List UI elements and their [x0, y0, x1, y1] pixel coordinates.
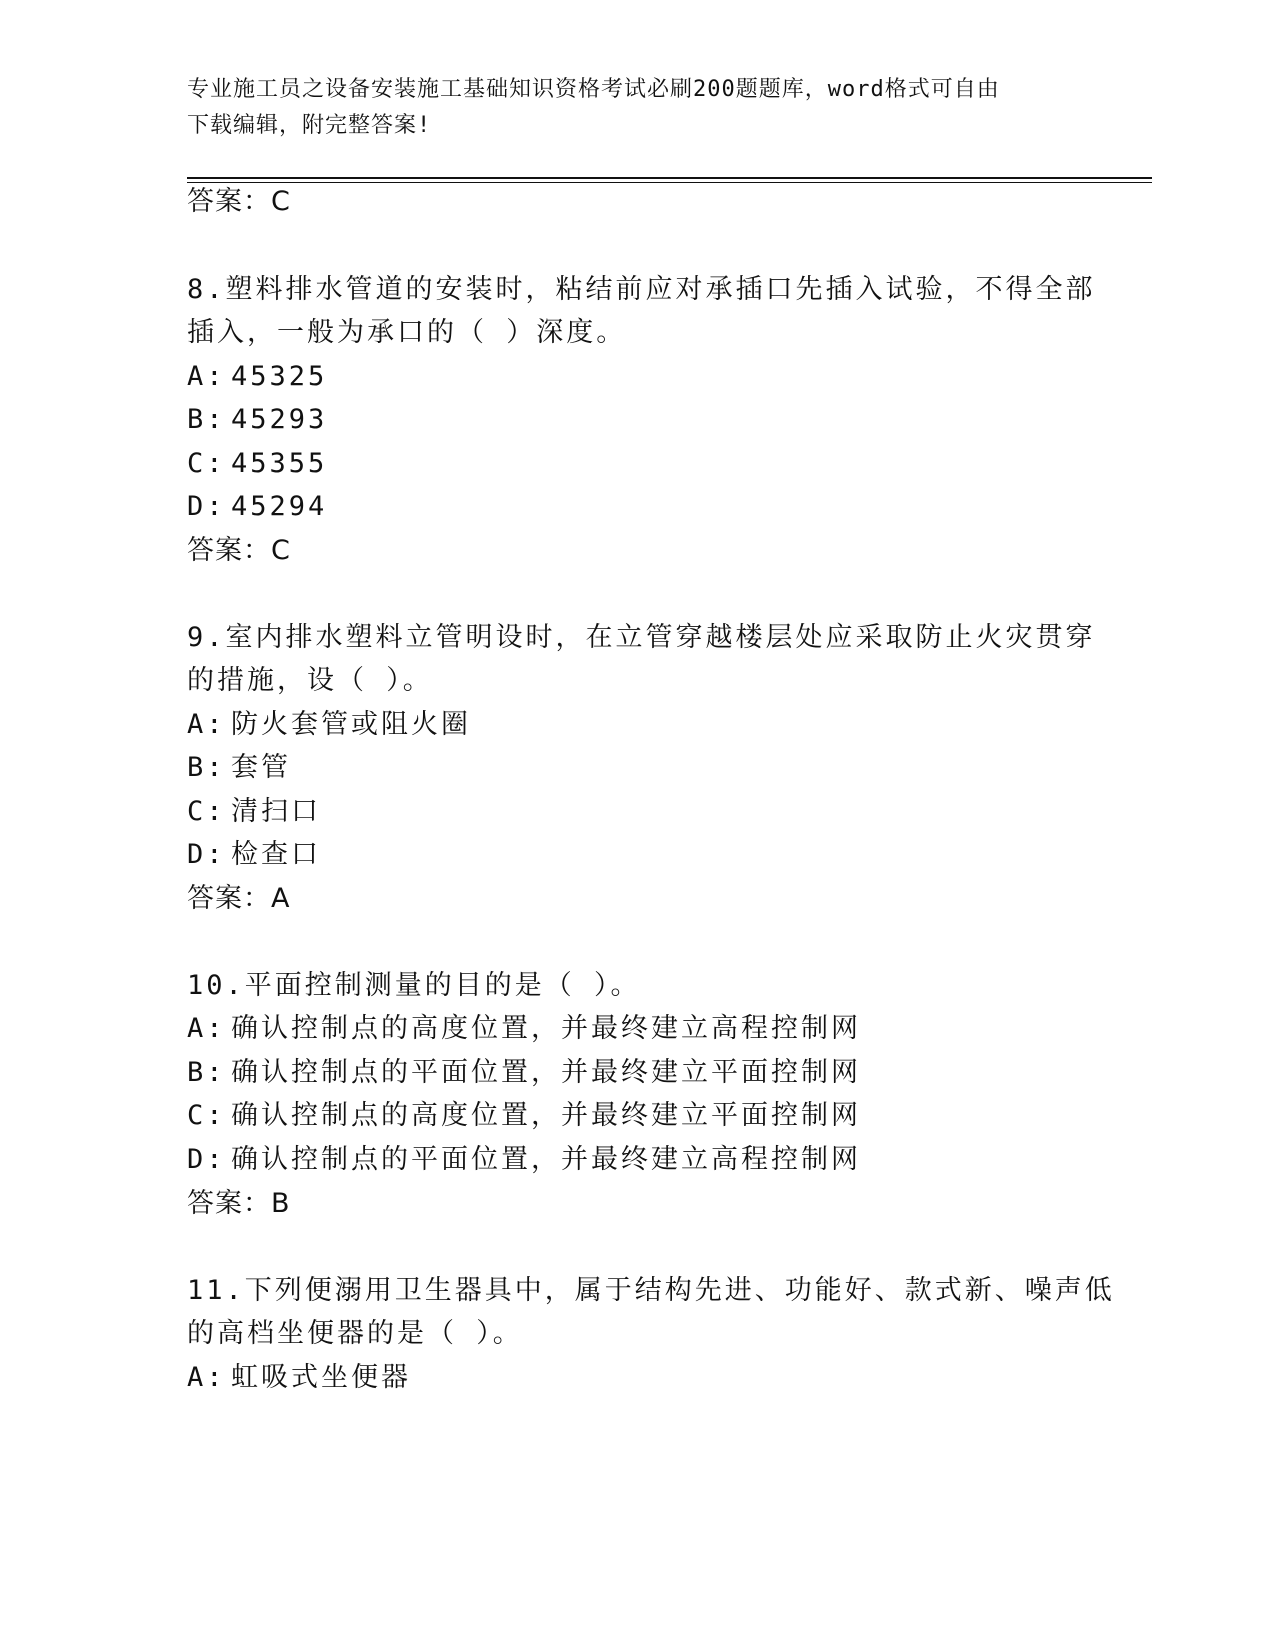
question-9-answer [187, 883, 290, 915]
question-10-option-c [187, 1100, 861, 1132]
answer-value: B [271, 1188, 291, 1219]
option-label: C: [187, 796, 226, 827]
question-number: 8. [187, 274, 226, 305]
question-11-stem-line-2: 的高档坐便器的是（ ）。 [187, 1318, 523, 1349]
answer-value: A [271, 883, 291, 914]
question-10-option-b [187, 1057, 861, 1089]
option-label: C: [187, 1100, 226, 1131]
option-label: C: [187, 448, 226, 479]
question-stem: 下列便溺用卫生器具中，属于结构先进、功能好、款式新、噪声低 [244, 1275, 1115, 1306]
question-10-stem-line-1 [187, 970, 641, 1002]
header-divider-thick [187, 177, 1152, 179]
question-stem: 室内排水塑料立管明设时，在立管穿越楼层处应采取防止火灾贯穿 [225, 622, 1096, 653]
option-text: 确认控制点的平面位置，并最终建立平面控制网 [231, 1057, 861, 1088]
question-stem: 塑料排水管道的安装时，粘结前应对承插口先插入试验，不得全部 [225, 274, 1096, 305]
answer-line [187, 186, 291, 218]
question-10-option-a [187, 1013, 861, 1045]
question-8-option-d [187, 491, 327, 523]
question-8-option-a [187, 361, 327, 393]
answer-prefix: 答案： [187, 535, 271, 566]
document-header [187, 72, 1087, 144]
question-number: 11. [187, 1275, 245, 1306]
header-divider-thin [187, 182, 1152, 183]
question-number: 9. [187, 622, 226, 653]
option-text: 45325 [231, 361, 328, 392]
question-9-stem-line-2: 的措施，设（ ）。 [187, 665, 433, 696]
option-text: 检查口 [231, 839, 321, 870]
option-label: A: [187, 361, 226, 392]
question-9-option-a [187, 709, 471, 741]
option-text: 确认控制点的高度位置，并最终建立平面控制网 [231, 1100, 861, 1131]
option-text: 确认控制点的高度位置，并最终建立高程控制网 [231, 1013, 861, 1044]
option-label: D: [187, 491, 226, 522]
answer-prefix: 答案： [187, 1188, 271, 1219]
option-label: B: [187, 1057, 226, 1088]
answer-prefix: 答案： [187, 883, 271, 914]
option-text: 清扫口 [231, 796, 321, 827]
question-11-option-a [187, 1362, 411, 1394]
option-label: D: [187, 839, 226, 870]
option-text: 45293 [231, 404, 328, 435]
question-stem: 平面控制测量的目的是（ ）。 [244, 970, 641, 1001]
answer-prefix: 答案： [187, 186, 271, 217]
option-label: D: [187, 1144, 226, 1175]
option-label: B: [187, 752, 226, 783]
question-10-answer [187, 1188, 291, 1220]
option-text: 45355 [231, 448, 328, 479]
question-8-stem-line-2: 插入，一般为承口的（ ）深度。 [187, 317, 627, 348]
answer-value: C [271, 535, 291, 566]
question-8-stem-line-1 [187, 274, 1096, 306]
question-9-option-b [187, 752, 291, 784]
option-label: A: [187, 709, 226, 740]
option-label: A: [187, 1362, 226, 1393]
question-11-stem-line-1 [187, 1275, 1115, 1307]
answer-value: C [271, 186, 291, 217]
header-line-2: 下载编辑，附完整答案! [187, 113, 432, 138]
question-9-option-c [187, 796, 321, 828]
option-text: 45294 [231, 491, 328, 522]
question-8-option-c [187, 448, 327, 480]
option-label: B: [187, 404, 226, 435]
header-line-1: 专业施工员之设备安装施工基础知识资格考试必刷200题题库，word格式可自由 [187, 77, 1000, 102]
option-text: 虹吸式坐便器 [231, 1362, 411, 1393]
option-text: 确认控制点的平面位置，并最终建立高程控制网 [231, 1144, 861, 1175]
question-9-option-d [187, 839, 321, 871]
question-10-option-d [187, 1144, 861, 1176]
question-9-stem-line-1 [187, 622, 1096, 654]
question-8-option-b [187, 404, 327, 436]
option-label: A: [187, 1013, 226, 1044]
option-text: 套管 [231, 752, 291, 783]
question-number: 10. [187, 970, 245, 1001]
question-8-answer [187, 535, 291, 567]
option-text: 防火套管或阻火圈 [231, 709, 471, 740]
